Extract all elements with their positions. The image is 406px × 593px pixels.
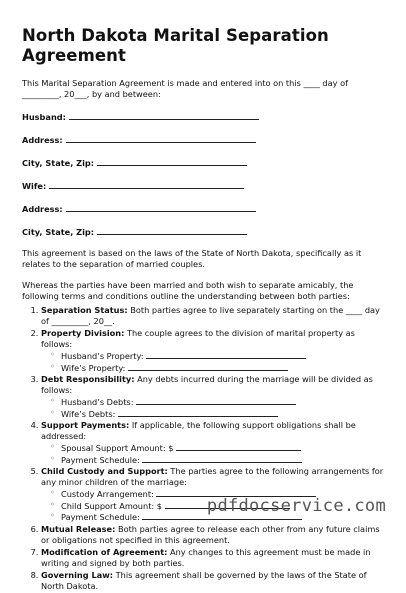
- terms-list: [22, 305, 386, 592]
- sub-field-label: Spousal Support Amount: $: [61, 443, 177, 453]
- fill-in-line[interactable]: [69, 110, 259, 120]
- sub-field-label: Custody Arrangement:: [61, 489, 157, 499]
- fill-in-line[interactable]: [136, 396, 296, 405]
- term-text: The couple agrees to the division of marital property as follows:: [41, 328, 355, 349]
- fill-in-line[interactable]: [97, 156, 247, 166]
- watermark: pdfdocservice.com: [206, 496, 386, 516]
- term-heading: Mutual Release:: [41, 523, 116, 534]
- term-heading: Debt Responsibility:: [41, 374, 135, 384]
- term-heading: Child Custody and Support:: [41, 466, 168, 476]
- term-text: The parties agree to the following arrangements for any minor children of the marriage:: [41, 466, 384, 487]
- term-text: If applicable, the following support obligations shall be addressed:: [41, 420, 356, 441]
- document-title: North Dakota Marital Separation Agreement: [22, 26, 329, 65]
- sub-field-label: Payment Schedule:: [61, 454, 143, 465]
- sub-field-label: Wife’s Debts:: [61, 408, 118, 419]
- term-heading: Modification of Agreement:: [41, 546, 168, 557]
- term-heading: Support Payments:: [41, 420, 130, 430]
- sub-field: [61, 454, 386, 466]
- term-text: Both parties agree to release each other from any future claims or obligations not specified in this agreement.: [41, 523, 380, 545]
- term-sublist: [41, 442, 386, 465]
- party-field-row: [22, 110, 386, 123]
- field-label: City, State, Zip:: [22, 158, 97, 168]
- field-label: Wife:: [22, 181, 50, 191]
- sub-field: [61, 362, 386, 374]
- party-fields: [22, 110, 386, 238]
- term-sublist: [41, 350, 386, 373]
- sub-field-label: Husband’s Property:: [61, 351, 147, 361]
- term-text: This agreement shall be governed by the laws of the State of North Dakota.: [41, 569, 367, 591]
- term-text: Any debts incurred during the marriage will be divided as follows:: [41, 374, 373, 395]
- fill-in-line[interactable]: [49, 179, 244, 189]
- fill-in-line[interactable]: [142, 454, 302, 463]
- sub-field: [61, 396, 386, 408]
- fill-in-line[interactable]: [97, 225, 247, 235]
- field-label: Husband:: [22, 112, 69, 122]
- term-sublist: [41, 396, 386, 419]
- term-heading: Governing Law:: [41, 569, 114, 580]
- sub-field: [61, 350, 386, 362]
- sub-field-label: Wife’s Property:: [61, 362, 128, 373]
- party-field-row: [22, 225, 386, 238]
- fill-in-line[interactable]: [128, 362, 288, 371]
- term-item: [41, 524, 386, 546]
- sub-field: [61, 408, 386, 420]
- sub-field: [61, 442, 386, 454]
- party-field-row: [22, 156, 386, 169]
- field-label: Address:: [22, 135, 66, 145]
- fill-in-line[interactable]: [66, 133, 256, 143]
- sub-field-label: Child Support Amount: $: [61, 500, 165, 511]
- term-item: [41, 305, 386, 327]
- term-heading: Separation Status:: [41, 305, 128, 315]
- field-label: City, State, Zip:: [22, 227, 97, 237]
- whereas-paragraph: Whereas the parties have been married and both wish to separate amicably, the following terms and conditions outline the understanding between both parties:: [22, 280, 354, 301]
- sub-field-label: Husband’s Debts:: [61, 397, 137, 407]
- term-heading: Property Division:: [41, 328, 125, 338]
- fill-in-line[interactable]: [118, 408, 278, 417]
- party-field-row: [22, 133, 386, 146]
- term-item: [41, 328, 386, 373]
- term-item: [41, 547, 386, 569]
- term-item: [41, 570, 386, 592]
- law-paragraph: This agreement is based on the laws of the State of North Dakota, specifically as it relates to the separation of married couples.: [22, 248, 362, 269]
- term-text: Any changes to this agreement must be made in writing and signed by both parties.: [41, 546, 371, 568]
- term-item: [41, 420, 386, 465]
- sub-field-label: Payment Schedule:: [61, 512, 143, 522]
- field-label: Address:: [22, 204, 66, 214]
- term-item: [41, 374, 386, 419]
- fill-in-line[interactable]: [66, 202, 256, 212]
- term-text: Both parties agree to live separately starting on the ____ day of _________, 20__.: [41, 305, 380, 326]
- fill-in-line[interactable]: [176, 442, 301, 451]
- intro-paragraph: This Marital Separation Agreement is made and entered into on this ____ day of _________, 20___, by and between:: [22, 78, 348, 99]
- party-field-row: [22, 179, 386, 192]
- party-field-row: [22, 202, 386, 215]
- fill-in-line[interactable]: [146, 350, 306, 359]
